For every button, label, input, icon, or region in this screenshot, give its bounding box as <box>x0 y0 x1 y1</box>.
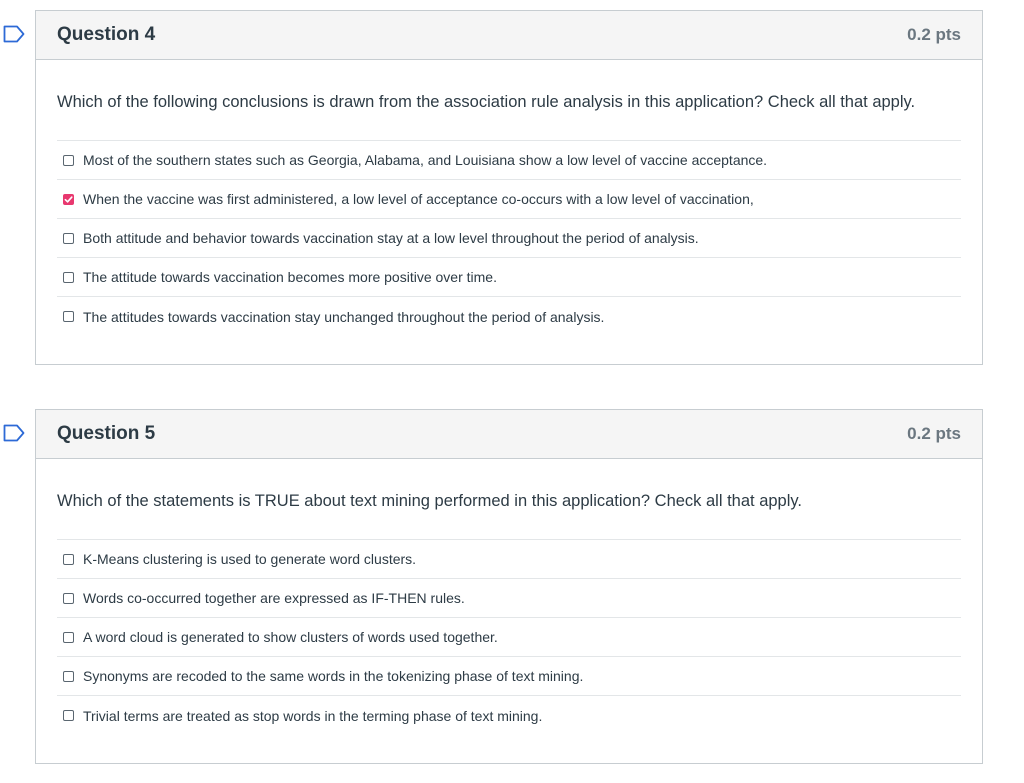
checkbox[interactable] <box>63 272 74 283</box>
answer-option[interactable] <box>57 579 961 618</box>
question-header <box>36 11 982 60</box>
question-points: 0.2 pts <box>907 424 961 443</box>
answer-option[interactable] <box>57 657 961 696</box>
answer-label: Synonyms are recoded to the same words in the tokenizing phase of text mining. <box>83 668 584 684</box>
answer-option[interactable] <box>57 141 961 180</box>
answer-option[interactable] <box>57 258 961 297</box>
answer-option[interactable] <box>57 540 961 579</box>
checkbox[interactable] <box>63 233 74 244</box>
question-5-card <box>35 409 983 764</box>
checkmark-icon <box>64 195 73 204</box>
question-text: Which of the following conclusions is drawn from the association rule analysis in this application? Check all that apply. <box>57 93 916 111</box>
answer-option[interactable] <box>57 180 961 219</box>
answer-label: A word cloud is generated to show clusters of words used together. <box>83 629 498 645</box>
checkbox[interactable] <box>63 671 74 682</box>
flag-question-icon[interactable] <box>3 25 25 43</box>
flag-question-icon[interactable] <box>3 424 25 442</box>
checkbox[interactable] <box>63 155 74 166</box>
answer-label: When the vaccine was first administered, a low level of acceptance co-occurs with a low level of vaccination, <box>83 191 754 207</box>
question-title: Question 5 <box>57 423 156 444</box>
answer-label: Most of the southern states such as Georgia, Alabama, and Louisiana show a low level of vaccine acceptance. <box>83 152 768 168</box>
answer-list <box>57 140 961 336</box>
answer-label: Both attitude and behavior towards vaccination stay at a low level throughout the period of analysis. <box>83 230 699 246</box>
question-4-card <box>35 10 983 365</box>
answer-option[interactable] <box>57 696 961 735</box>
answer-label: The attitudes towards vaccination stay unchanged throughout the period of analysis. <box>83 308 605 325</box>
answer-label: Words co-occurred together are expressed as IF-THEN rules. <box>83 590 465 606</box>
question-points: 0.2 pts <box>907 25 961 44</box>
checkbox[interactable] <box>63 710 74 721</box>
answer-list <box>57 539 961 735</box>
answer-label: K-Means clustering is used to generate word clusters. <box>83 551 417 567</box>
answer-label: Trivial terms are treated as stop words in the terming phase of text mining. <box>83 707 543 724</box>
question-header <box>36 410 982 459</box>
answer-option[interactable] <box>57 297 961 336</box>
question-title: Question 4 <box>57 24 156 45</box>
checkbox[interactable] <box>63 311 74 322</box>
answer-option[interactable] <box>57 219 961 258</box>
question-text: Which of the statements is TRUE about text mining performed in this application? Check all that apply. <box>57 492 803 510</box>
checkbox[interactable] <box>63 554 74 565</box>
answer-label: The attitude towards vaccination becomes more positive over time. <box>83 269 497 285</box>
checkbox-checked[interactable] <box>63 194 74 205</box>
checkbox[interactable] <box>63 632 74 643</box>
checkbox[interactable] <box>63 593 74 604</box>
answer-option[interactable] <box>57 618 961 657</box>
